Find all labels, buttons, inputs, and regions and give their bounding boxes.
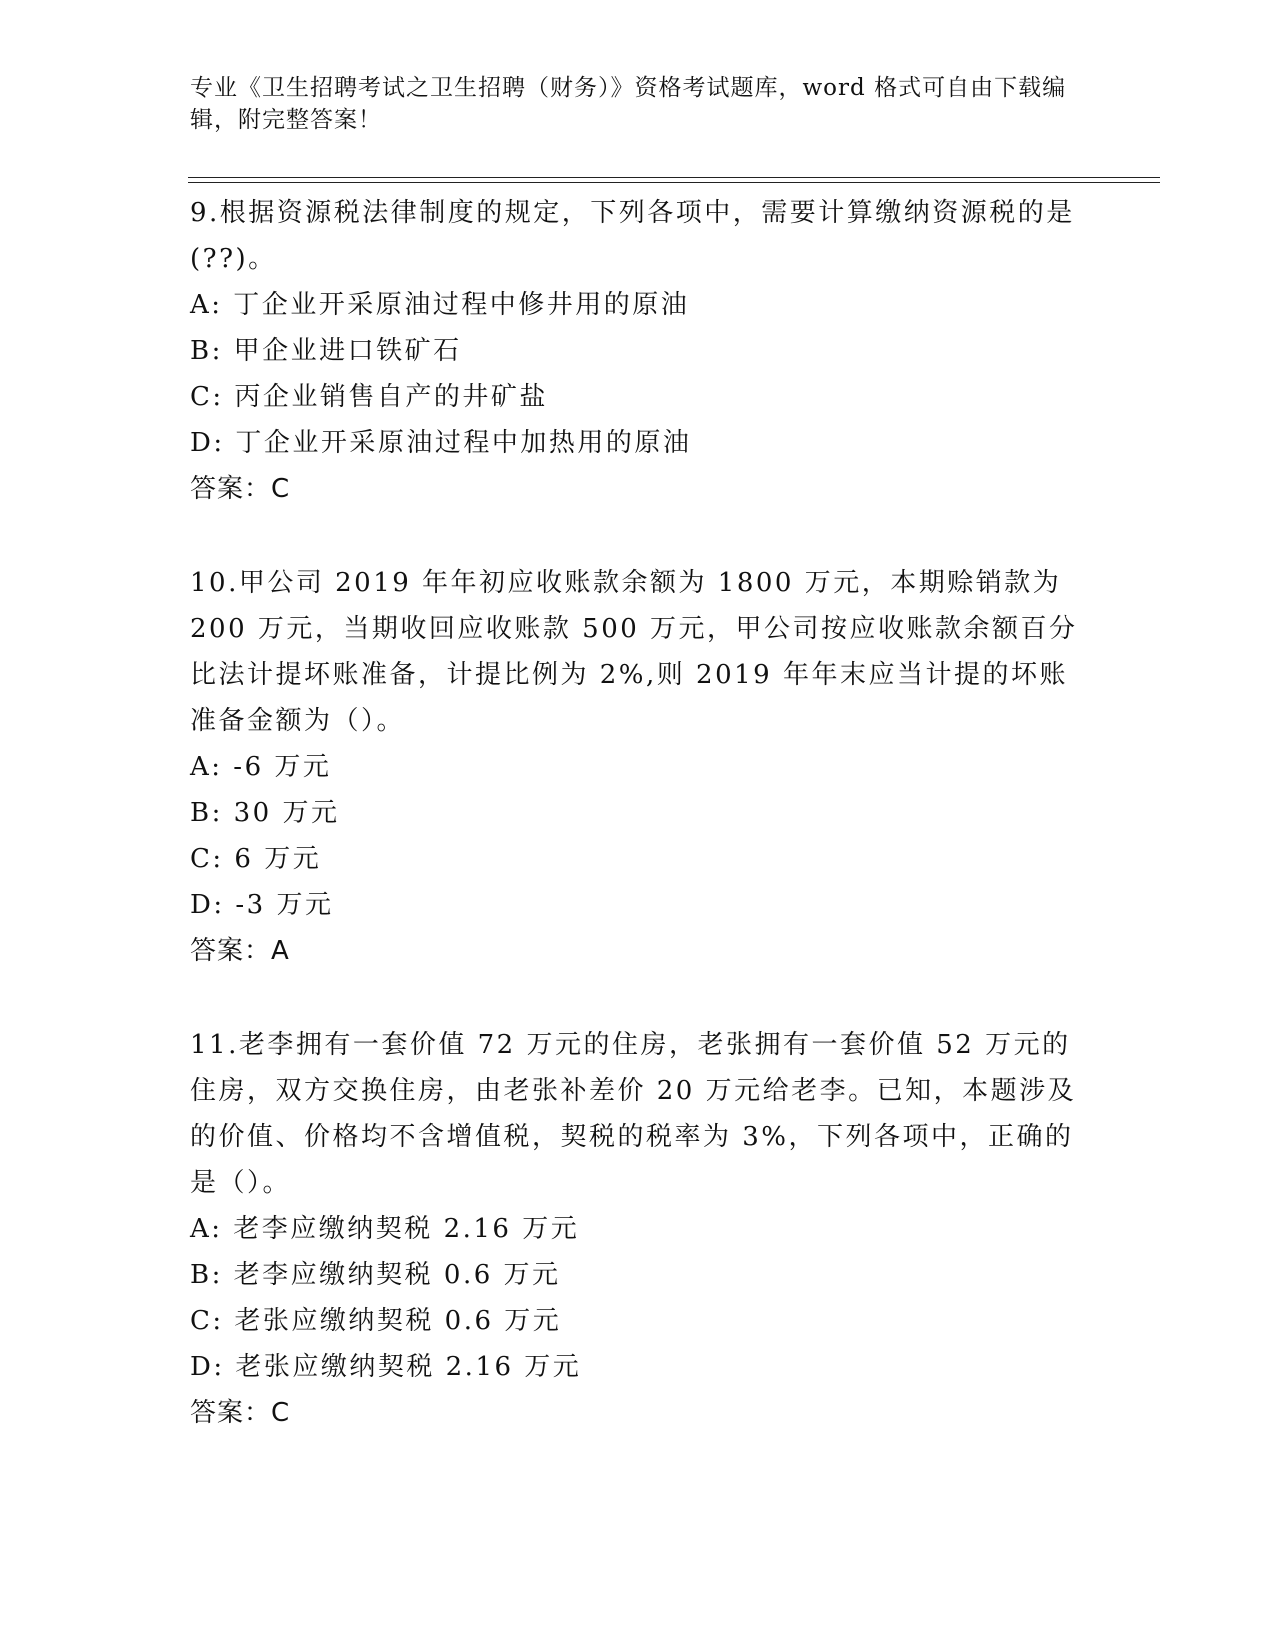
option-b: B: 甲企业进口铁矿石: [190, 336, 462, 366]
option-b: B: 老李应缴纳契税 0.6 万元: [190, 1260, 561, 1290]
option-d: D: 丁企业开采原油过程中加热用的原油: [190, 428, 692, 458]
question-stem: 9.根据资源税法律制度的规定，下列各项中，需要计算缴纳资源税的是(??)。: [190, 198, 1075, 274]
option-a: A: 丁企业开采原油过程中修井用的原油: [190, 290, 690, 320]
question-9: [190, 190, 1080, 512]
option-b: B: 30 万元: [190, 798, 340, 828]
option-c: C: 老张应缴纳契税 0.6 万元: [190, 1306, 562, 1336]
answer-line: 答案：A: [190, 936, 290, 966]
header-divider-top: [188, 177, 1160, 178]
document-description: 专业《卫生招聘考试之卫生招聘（财务）》资格考试题库，word 格式可自由下载编辑，附完整答案！: [190, 75, 1067, 133]
answer-line: 答案：C: [190, 1398, 291, 1428]
option-c: C: 6 万元: [190, 844, 322, 874]
answer-line: 答案：C: [190, 474, 291, 504]
option-c: C: 丙企业销售自产的井矿盐: [190, 382, 548, 412]
option-a: A: 老李应缴纳契税 2.16 万元: [190, 1214, 580, 1244]
question-10: [190, 560, 1080, 974]
option-d: D: 老张应缴纳契税 2.16 万元: [190, 1352, 582, 1382]
question-list: [190, 190, 1080, 1484]
option-a: A: -6 万元: [190, 752, 332, 782]
question-stem: 10.甲公司 2019 年年初应收账款余额为 1800 万元，本期赊销款为 200 万元，当期收回应收账款 500 万元，甲公司按应收账款余额百分比法计提坏账准备，计提比例为 2%,则 2019 年年末应当计提的坏账准备金额为（）。: [190, 568, 1078, 736]
option-d: D: -3 万元: [190, 890, 334, 920]
question-11: [190, 1022, 1080, 1436]
header-divider-bottom: [188, 182, 1160, 183]
question-stem: 11.老李拥有一套价值 72 万元的住房，老张拥有一套价值 52 万元的住房，双方交换住房，由老张补差价 20 万元给老李。已知，本题涉及的价值、价格均不含增值税，契税的税率为 3%，下列各项中，正确的是（）。: [190, 1030, 1077, 1198]
